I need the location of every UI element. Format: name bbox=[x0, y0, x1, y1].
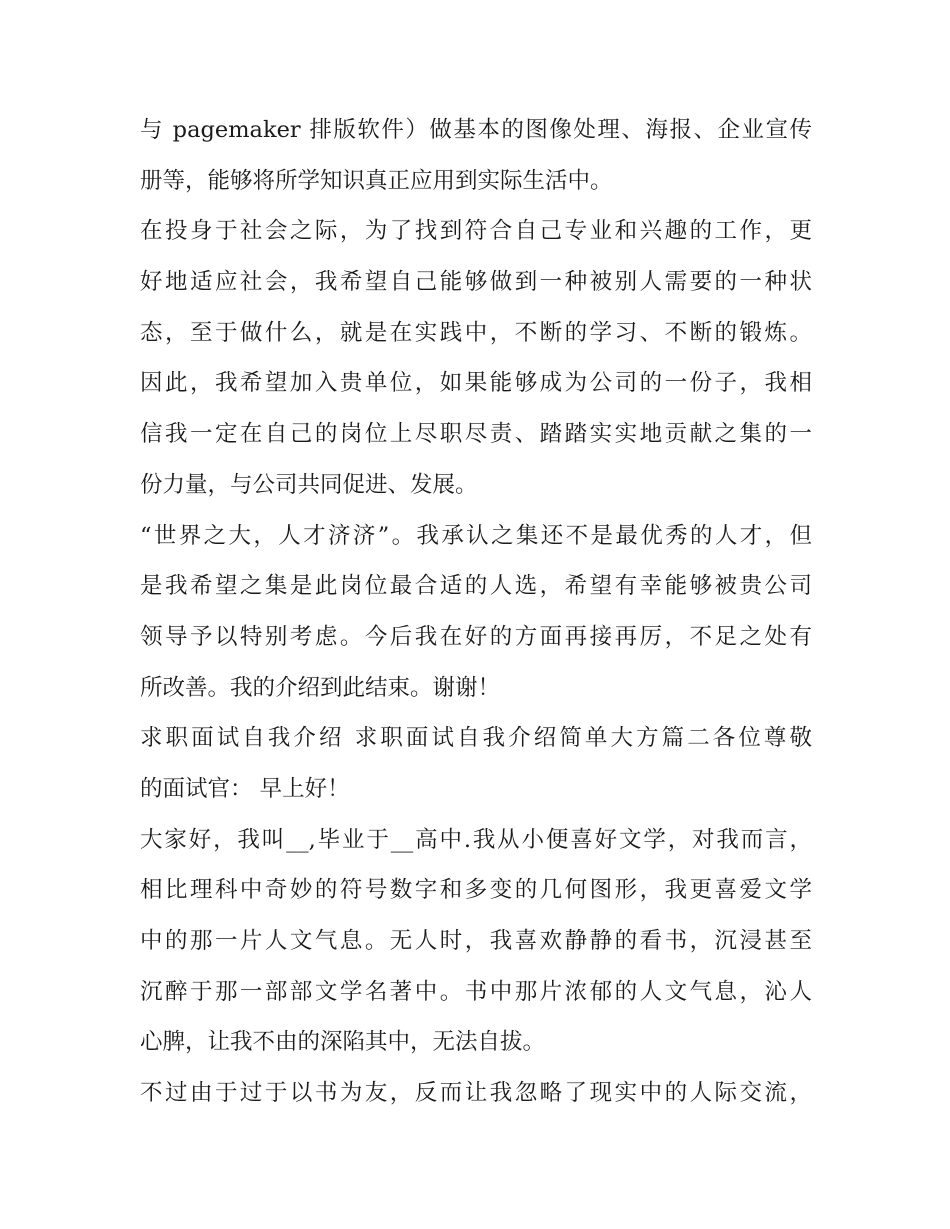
text-line: 与 pagemaker 排版软件）做基本的图像处理、海报、企业宣传 bbox=[140, 117, 812, 143]
text-line: 求职面试自我介绍 求职面试自我介绍简单大方篇二各位尊敬 bbox=[140, 725, 812, 752]
text-line: 的面试官： 早上好！ bbox=[140, 775, 350, 802]
document-body bbox=[140, 105, 812, 1119]
text-line: 态，至于做什么，就是在实践中，不断的学习、不断的锻炼。 bbox=[140, 319, 812, 346]
text-line: 是我希望之集是此岗位最合适的人选，希望有幸能够被贵公司 bbox=[140, 573, 812, 600]
text-line: 领导予以特别考虑。今后我在好的方面再接再厉，不足之处有 bbox=[140, 623, 812, 650]
text-line: 心脾，让我不由的深陷其中，无法自拔。 bbox=[140, 1029, 546, 1056]
text-line: 份力量，与公司共同促进、发展。 bbox=[140, 471, 478, 498]
text-line: 册等，能够将所学知识真正应用到实际生活中。 bbox=[140, 167, 613, 194]
text-line: 不过由于过于以书为友，反而让我忽略了现实中的人际交流， bbox=[140, 1080, 812, 1107]
text-line: 相比理科中奇妙的符号数字和多变的几何图形，我更喜爱文学 bbox=[140, 877, 812, 904]
text-line: 信我一定在自己的岗位上尽职尽责、踏踏实实地贡献之集的一 bbox=[140, 421, 812, 448]
text-line: 在投身于社会之际，为了找到符合自己专业和兴趣的工作，更 bbox=[140, 218, 812, 245]
text-line: 所改善。我的介绍到此结束。谢谢！ bbox=[140, 674, 501, 701]
text-line: 沉醉于那一部部文学名著中。书中那片浓郁的人文气息，沁人 bbox=[140, 978, 812, 1005]
text-line: 因此，我希望加入贵单位，如果能够成为公司的一份子，我相 bbox=[140, 370, 812, 397]
text-line: “世界之大，人才济济”。我承认之集还不是最优秀的人才，但 bbox=[140, 522, 812, 549]
text-line: 好地适应社会，我希望自己能够做到一种被别人需要的一种状 bbox=[140, 269, 812, 296]
text-line: 中的那一片人文气息。无人时，我喜欢静静的看书，沉浸甚至 bbox=[140, 928, 812, 954]
text-line: 大家好，我叫__,毕业于__高中.我从小便喜好文学，对我而言， bbox=[140, 826, 812, 853]
